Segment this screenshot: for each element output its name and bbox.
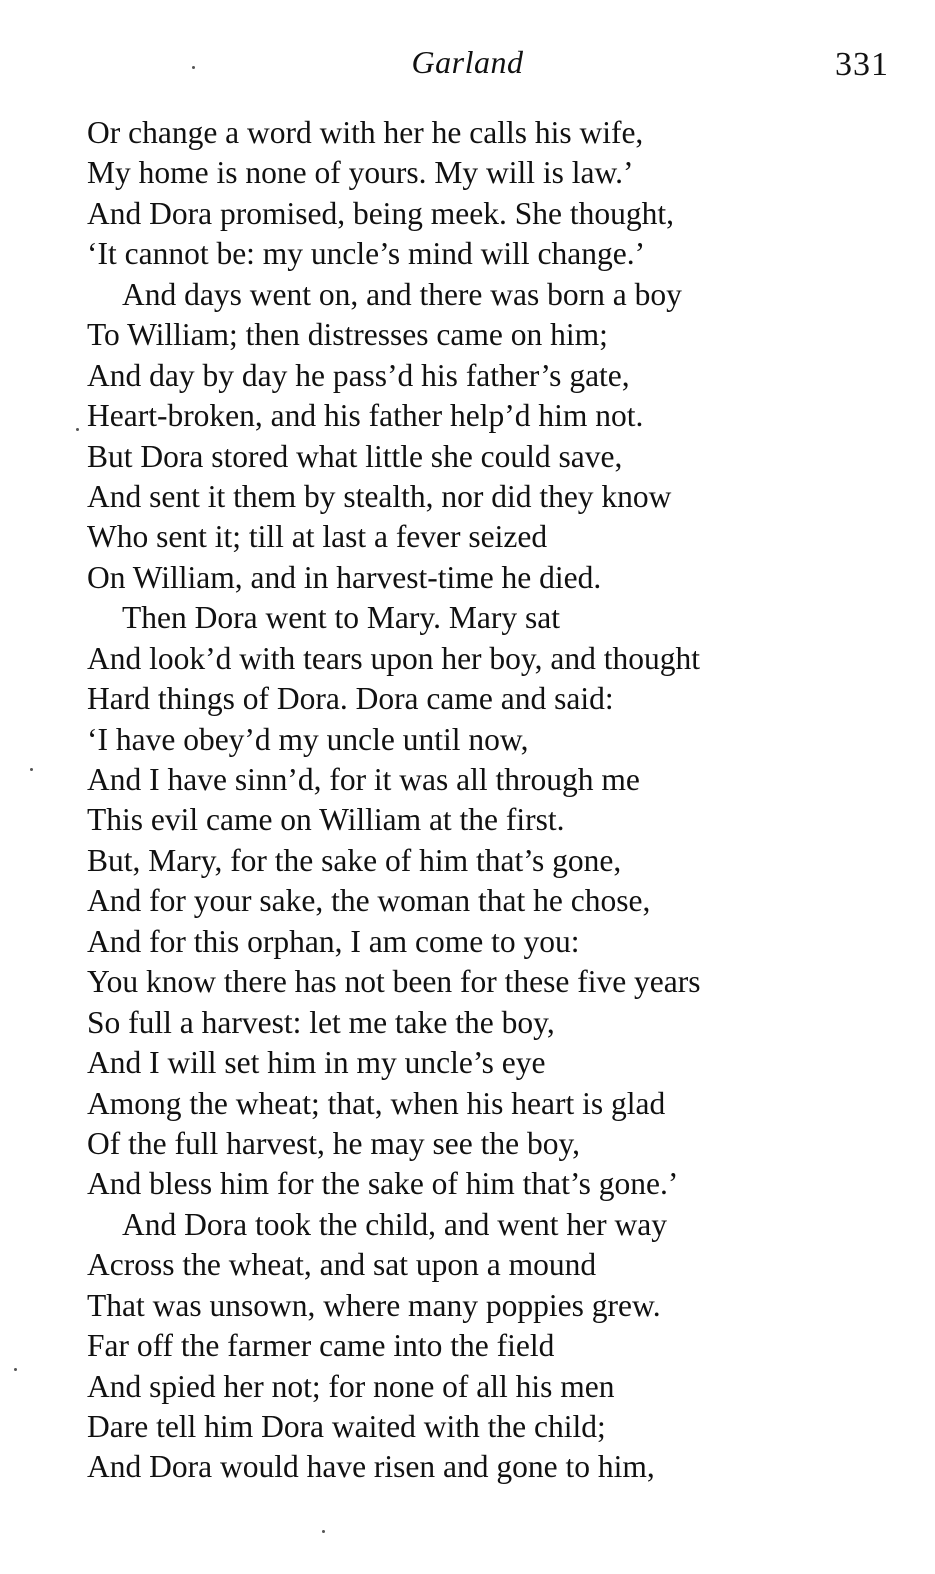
poem-line: Heart-broken, and his father help’d him not. bbox=[87, 398, 644, 434]
poem-line: But, Mary, for the sake of him that’s gone, bbox=[87, 842, 622, 878]
poem-line: And bless him for the sake of him that’s gone.’ bbox=[87, 1166, 679, 1202]
scan-speck bbox=[14, 1368, 17, 1371]
poem-line: Hard things of Dora. Dora came and said: bbox=[87, 681, 614, 717]
poem-line: You know there has not been for these five years bbox=[87, 964, 701, 1000]
scan-speck bbox=[192, 66, 195, 69]
poem-line: This evil came on William at the first. bbox=[87, 802, 565, 838]
poem-line: And look’d with tears upon her boy, and thought bbox=[87, 640, 700, 676]
scan-speck bbox=[30, 768, 33, 771]
poem-line: My home is none of yours. My will is law.’ bbox=[87, 155, 634, 191]
poem-line: And days went on, and there was born a boy bbox=[122, 276, 682, 312]
poem-line: Dare tell him Dora waited with the child; bbox=[87, 1409, 606, 1444]
poem-line: So full a harvest: let me take the boy, bbox=[87, 1004, 555, 1040]
poem-line: And Dora promised, being meek. She thought, bbox=[87, 195, 675, 231]
poem-line: And I will set him in my uncle’s eye bbox=[87, 1045, 546, 1081]
poem-line: And I have sinn’d, for it was all through me bbox=[87, 762, 640, 797]
poem-line: And day by day he pass’d his father’s gate, bbox=[87, 357, 630, 393]
poem-line: And Dora would have risen and gone to him, bbox=[87, 1449, 655, 1485]
poem-line: And spied her not; for none of all his men bbox=[87, 1368, 615, 1404]
poem-line: And for this orphan, I am come to you: bbox=[87, 923, 580, 959]
poem-line: Then Dora went to Mary. Mary sat bbox=[122, 600, 560, 636]
poem-line: That was unsown, where many poppies grew. bbox=[87, 1287, 661, 1323]
poem-line: But Dora stored what little she could save, bbox=[87, 438, 623, 474]
poem-line: And Dora took the child, and went her way bbox=[122, 1206, 667, 1242]
poem-text bbox=[87, 113, 907, 1488]
poem-line: Who sent it; till at last a fever seized bbox=[87, 519, 548, 555]
poem-line: And for your sake, the woman that he chose, bbox=[87, 883, 651, 919]
poem-line: To William; then distresses came on him; bbox=[87, 317, 608, 353]
poem-line: ‘I have obey’d my uncle until now, bbox=[87, 721, 529, 757]
poem-line: Or change a word with her he calls his wife, bbox=[87, 115, 644, 150]
poem-line: Of the full harvest, he may see the boy, bbox=[87, 1125, 581, 1161]
page-number: 331 bbox=[835, 46, 889, 83]
running-title: Garland bbox=[411, 44, 524, 80]
poem-line: ‘It cannot be: my uncle’s mind will change.’ bbox=[87, 236, 646, 272]
poem-line: Across the wheat, and sat upon a mound bbox=[87, 1247, 597, 1283]
scan-speck bbox=[76, 428, 79, 431]
poem-line: Among the wheat; that, when his heart is glad bbox=[87, 1085, 666, 1121]
poem-line: On William, and in harvest-time he died. bbox=[87, 559, 602, 595]
poem-line: Far off the farmer came into the field bbox=[87, 1328, 555, 1364]
scan-speck bbox=[322, 1530, 325, 1533]
poem-line: And sent it them by stealth, nor did they know bbox=[87, 478, 672, 514]
